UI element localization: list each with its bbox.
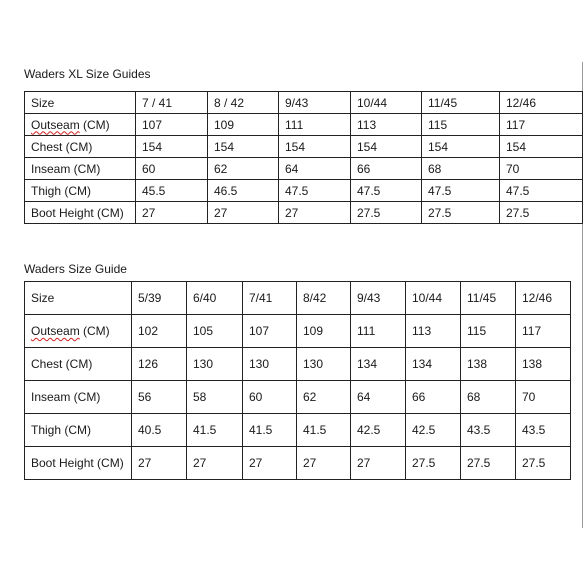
table-cell (351, 92, 422, 114)
cell-value: 154 (428, 139, 449, 154)
row-label-cell (25, 136, 136, 158)
table-cell (351, 158, 422, 180)
cell-value: 27.5 (522, 456, 546, 470)
table-cell (187, 414, 243, 447)
table-cell (500, 114, 583, 136)
cell-value: 47.5 (428, 183, 452, 198)
cell-value: 111 (357, 324, 376, 338)
table-cell (351, 315, 406, 348)
cell-value: 105 (193, 324, 214, 338)
cell-value: 60 (249, 390, 263, 404)
cell-value: 42.5 (357, 423, 381, 437)
cell-value: 154 (142, 139, 163, 154)
cell-value: 62 (303, 390, 317, 404)
table-cell (516, 315, 571, 348)
table-cell (351, 136, 422, 158)
cell-value: 41.5 (193, 423, 217, 437)
table-row (25, 158, 583, 180)
cell-value: 115 (428, 117, 448, 132)
table-header-row (25, 282, 571, 315)
cell-value: 43.5 (467, 423, 491, 437)
table-cell (279, 136, 351, 158)
cell-value: 27.5 (428, 205, 452, 220)
table-cell (243, 381, 297, 414)
table-cell (500, 180, 583, 202)
table-cell (422, 158, 500, 180)
table-cell (279, 180, 351, 202)
cell-value: 58 (193, 390, 207, 404)
table-cell (297, 348, 351, 381)
table-cell (208, 202, 279, 224)
cell-value: 107 (142, 117, 163, 132)
table-cell (187, 348, 243, 381)
table-cell (516, 282, 571, 315)
table-cell (187, 282, 243, 315)
cell-value: 40.5 (138, 423, 162, 437)
cell-value: 109 (214, 117, 235, 132)
cell-value: 27.5 (506, 205, 530, 220)
table-cell (500, 158, 583, 180)
cell-value: 117 (506, 117, 526, 132)
cell-value: 154 (214, 139, 235, 154)
row-label-cell (25, 282, 132, 315)
table-cell (297, 447, 351, 480)
cell-value: 115 (467, 324, 487, 338)
table-cell (461, 348, 516, 381)
cell-value: 64 (285, 161, 299, 176)
row-label-cell (25, 414, 132, 447)
cell-value: 126 (138, 357, 159, 371)
table-cell (208, 136, 279, 158)
row-label: Chest (CM) (31, 139, 93, 154)
table-cell (351, 447, 406, 480)
cell-value: 56 (138, 390, 152, 404)
cell-value: 130 (303, 357, 324, 371)
table-cell (208, 158, 279, 180)
cell-value: 66 (357, 161, 371, 176)
table-cell (461, 381, 516, 414)
table-cell (406, 315, 461, 348)
cell-value: 47.5 (357, 183, 381, 198)
table-cell (243, 414, 297, 447)
table-row (25, 180, 583, 202)
cell-value: 45.5 (142, 183, 166, 198)
row-label: Thigh (CM) (31, 423, 92, 437)
table-cell (136, 202, 208, 224)
table-cell (297, 282, 351, 315)
cell-value: 47.5 (506, 183, 530, 198)
table-header-row (25, 92, 583, 114)
cell-value: 64 (357, 390, 371, 404)
table-cell (136, 136, 208, 158)
cell-value: 41.5 (249, 423, 273, 437)
cell-value: 11/45 (428, 95, 458, 110)
table-cell (516, 414, 571, 447)
cell-value: 117 (522, 324, 542, 338)
cell-value: 47.5 (285, 183, 309, 198)
table-row (25, 315, 571, 348)
cell-value: 27 (214, 205, 228, 220)
table-cell (243, 282, 297, 315)
table-cell (208, 180, 279, 202)
table-cell (422, 136, 500, 158)
table-row (25, 114, 583, 136)
table-cell (351, 348, 406, 381)
row-label: Boot Height (CM) (31, 456, 124, 470)
table-cell (406, 381, 461, 414)
cell-value: 66 (412, 390, 426, 404)
table-cell (136, 180, 208, 202)
table-cell (136, 92, 208, 114)
cell-value: 8 / 42 (214, 95, 245, 110)
xl-size-guide-table (24, 91, 583, 224)
cell-value: 68 (428, 161, 442, 176)
size-guide-title: Waders Size Guide (24, 262, 127, 276)
table-cell (351, 202, 422, 224)
row-label-cell (25, 348, 132, 381)
row-label-cell (25, 92, 136, 114)
row-label: Thigh (CM) (31, 183, 92, 198)
cell-value: 70 (522, 390, 536, 404)
table-cell (406, 282, 461, 315)
table-cell (297, 381, 351, 414)
table-cell (132, 381, 187, 414)
row-label: Size (31, 291, 55, 305)
cell-value: 27 (193, 456, 207, 470)
cell-value: 27 (357, 456, 371, 470)
cell-value: 27.5 (357, 205, 381, 220)
row-label: Outseam (CM) (31, 324, 110, 338)
table-cell (516, 381, 571, 414)
table-cell (136, 114, 208, 136)
cell-value: 41.5 (303, 423, 327, 437)
table-cell (279, 92, 351, 114)
table-cell (132, 315, 187, 348)
table-cell (500, 202, 583, 224)
cell-value: 107 (249, 324, 270, 338)
table-cell (351, 414, 406, 447)
size-guide-table (24, 281, 571, 480)
row-label-cell (25, 158, 136, 180)
table-cell (461, 414, 516, 447)
table-cell (406, 447, 461, 480)
row-label-cell (25, 180, 136, 202)
table-cell (208, 92, 279, 114)
cell-value: 27 (138, 456, 152, 470)
cell-value: 130 (249, 357, 270, 371)
table-cell (297, 315, 351, 348)
row-label-cell (25, 447, 132, 480)
table-row (25, 381, 571, 414)
row-label-cell (25, 315, 132, 348)
cell-value: 12/46 (506, 95, 537, 110)
table-cell (461, 315, 516, 348)
cell-value: 46.5 (214, 183, 238, 198)
table-cell (406, 348, 461, 381)
table-cell (136, 158, 208, 180)
table-cell (351, 114, 422, 136)
cell-value: 154 (357, 139, 378, 154)
table-cell (132, 282, 187, 315)
cell-value: 111 (285, 117, 304, 132)
cell-value: 27 (249, 456, 263, 470)
xl-size-guide-title: Waders XL Size Guides (24, 67, 151, 81)
table-cell (422, 202, 500, 224)
row-label-cell (25, 202, 136, 224)
row-label: Inseam (CM) (31, 390, 101, 404)
table-cell (279, 114, 351, 136)
cell-value: 138 (467, 357, 488, 371)
table-cell (187, 447, 243, 480)
row-label: Chest (CM) (31, 357, 93, 371)
cell-value: 134 (412, 357, 433, 371)
cell-value: 154 (285, 139, 306, 154)
cell-value: 113 (357, 117, 377, 132)
table-cell (422, 180, 500, 202)
cell-value: 9/43 (357, 291, 381, 305)
cell-value: 27 (303, 456, 317, 470)
table-cell (243, 315, 297, 348)
cell-value: 27 (142, 205, 156, 220)
cell-value: 70 (506, 161, 520, 176)
table-cell (187, 315, 243, 348)
cell-value: 27.5 (412, 456, 436, 470)
cell-value: 102 (138, 324, 159, 338)
cell-value: 68 (467, 390, 481, 404)
row-label: Outseam (CM) (31, 117, 110, 132)
table-cell (243, 447, 297, 480)
table-cell (406, 414, 461, 447)
cell-value: 9/43 (285, 95, 309, 110)
table-cell (351, 381, 406, 414)
table-cell (516, 447, 571, 480)
table-row (25, 136, 583, 158)
table-row (25, 414, 571, 447)
table-cell (132, 447, 187, 480)
table-cell (461, 447, 516, 480)
row-label: Inseam (CM) (31, 161, 101, 176)
cell-value: 8/42 (303, 291, 327, 305)
cell-value: 12/46 (522, 291, 553, 305)
table-row (25, 447, 571, 480)
table-cell (279, 158, 351, 180)
table-cell (132, 348, 187, 381)
table-cell (187, 381, 243, 414)
table-cell (208, 114, 279, 136)
table-cell (243, 348, 297, 381)
cell-value: 134 (357, 357, 378, 371)
table-cell (297, 414, 351, 447)
table-cell (500, 136, 583, 158)
table-cell (351, 180, 422, 202)
row-label-cell (25, 381, 132, 414)
table-cell (516, 348, 571, 381)
cell-value: 62 (214, 161, 228, 176)
cell-value: 7/41 (249, 291, 273, 305)
cell-value: 10/44 (357, 95, 388, 110)
table-cell (422, 114, 500, 136)
table-cell (461, 282, 516, 315)
table-cell (132, 414, 187, 447)
cell-value: 10/44 (412, 291, 443, 305)
cell-value: 5/39 (138, 291, 162, 305)
cell-value: 43.5 (522, 423, 546, 437)
row-label: Boot Height (CM) (31, 205, 124, 220)
cell-value: 11/45 (467, 291, 497, 305)
table-cell (422, 92, 500, 114)
cell-value: 109 (303, 324, 324, 338)
table-cell (500, 92, 583, 114)
cell-value: 138 (522, 357, 543, 371)
cell-value: 60 (142, 161, 156, 176)
cell-value: 27 (285, 205, 299, 220)
row-label: Size (31, 95, 55, 110)
table-row (25, 202, 583, 224)
cell-value: 130 (193, 357, 214, 371)
table-cell (351, 282, 406, 315)
cell-value: 154 (506, 139, 527, 154)
cell-value: 27.5 (467, 456, 491, 470)
table-cell (279, 202, 351, 224)
cell-value: 7 / 41 (142, 95, 173, 110)
cell-value: 113 (412, 324, 432, 338)
cell-value: 42.5 (412, 423, 436, 437)
row-label-cell (25, 114, 136, 136)
cell-value: 6/40 (193, 291, 217, 305)
table-row (25, 348, 571, 381)
